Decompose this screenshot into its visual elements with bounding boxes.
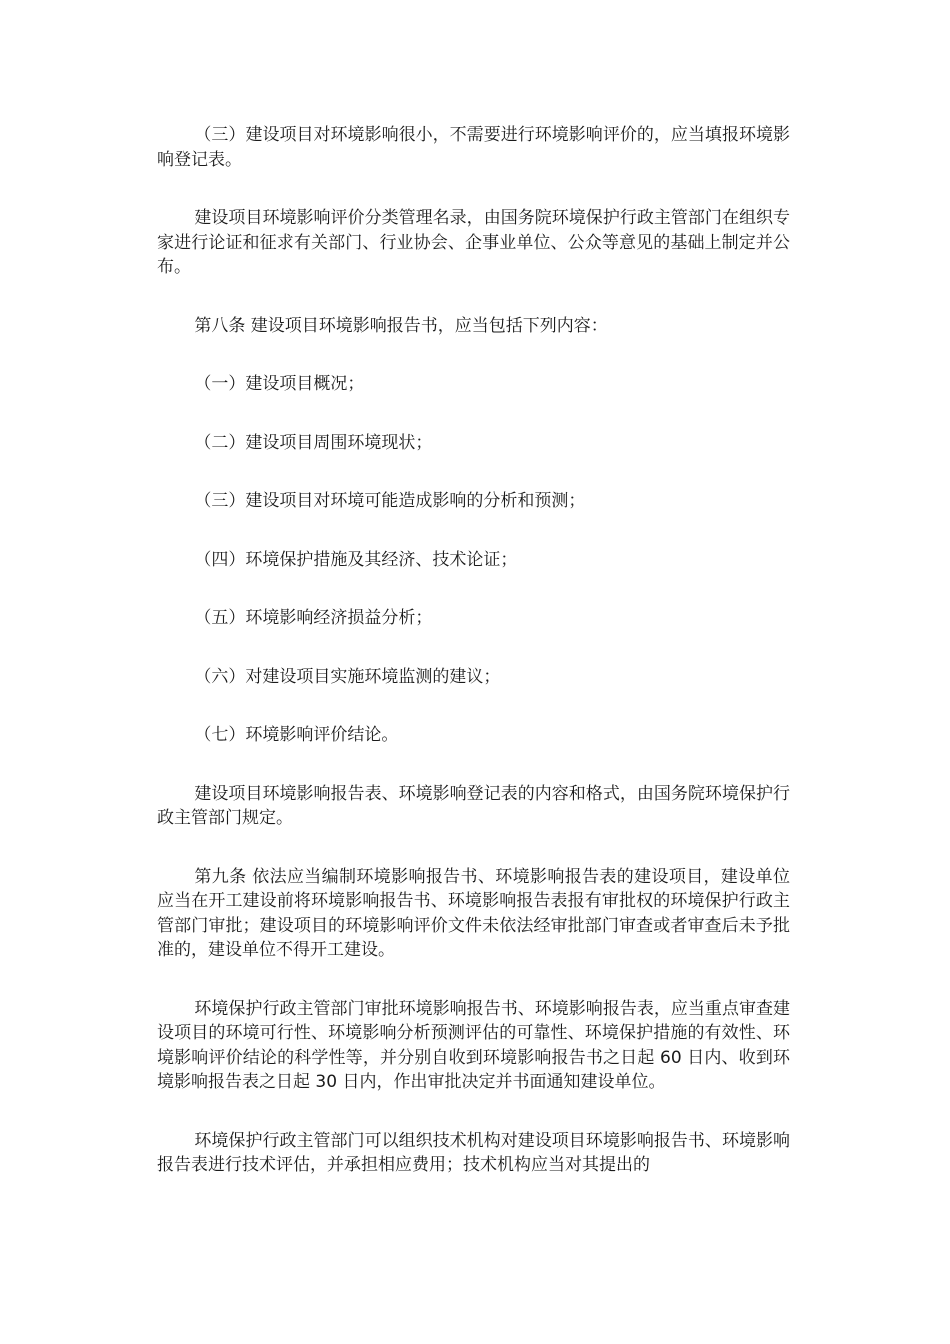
- paragraph-approval-review: 环境保护行政主管部门审批环境影响报告书、环境影响报告表，应当重点审查建设项目的环境可行性、环境影响分析预测评估的可靠性、环境保护措施的有效性、环境影响评价结论的科学性等，并分别自收到环境影响报告书之日起 60 日内、收到环境影响报告表之日起 30 日内，作出审批决定并书面通知建设单位。: [157, 998, 790, 1092]
- paragraph-classification-list: 建设项目环境影响评价分类管理名录，由国务院环境保护行政主管部门在组织专家进行论证和征求有关部门、行业协会、企事业单位、公众等意见的基础上制定并公布。: [157, 208, 790, 277]
- paragraph-article-8: 第八条 建设项目环境影响报告书，应当包括下列内容：: [194, 315, 608, 336]
- paragraph-technical-evaluation: 环境保护行政主管部门可以组织技术机构对建设项目环境影响报告书、环境影响报告表进行技术评估，并承担相应费用；技术机构应当对其提出的: [157, 1130, 790, 1175]
- paragraph-article-9: 第九条 依法应当编制环境影响报告书、环境影响报告表的建设项目，建设单位应当在开工建设前将环境影响报告书、环境影响报告表报有审批权的环境保护行政主管部门审批；建设项目的环境影响评价文件未依法经审批部门审查或者审查后未予批准的，建设单位不得开工建设。: [157, 866, 790, 960]
- list-item-7: （七）环境影响评价结论。: [194, 725, 399, 745]
- list-item-6: （六）对建设项目实施环境监测的建议；: [194, 666, 501, 687]
- list-item-2: （二）建设项目周围环境现状；: [194, 432, 433, 453]
- list-item-1: （一）建设项目概况；: [194, 374, 365, 394]
- document-page: [157, 123, 790, 1178]
- paragraph-format-rules: 建设项目环境影响报告表、环境影响登记表的内容和格式，由国务院环境保护行政主管部门规定。: [157, 783, 790, 828]
- list-item-5: （五）环境影响经济损益分析；: [194, 608, 433, 628]
- list-item-3: （三）建设项目对环境可能造成影响的分析和预测；: [194, 491, 586, 511]
- paragraph-item-3-registration: （三）建设项目对环境影响很小，不需要进行环境影响评价的，应当填报环境影响登记表。: [157, 125, 790, 170]
- list-item-4: （四）环境保护措施及其经济、技术论证；: [194, 549, 518, 570]
